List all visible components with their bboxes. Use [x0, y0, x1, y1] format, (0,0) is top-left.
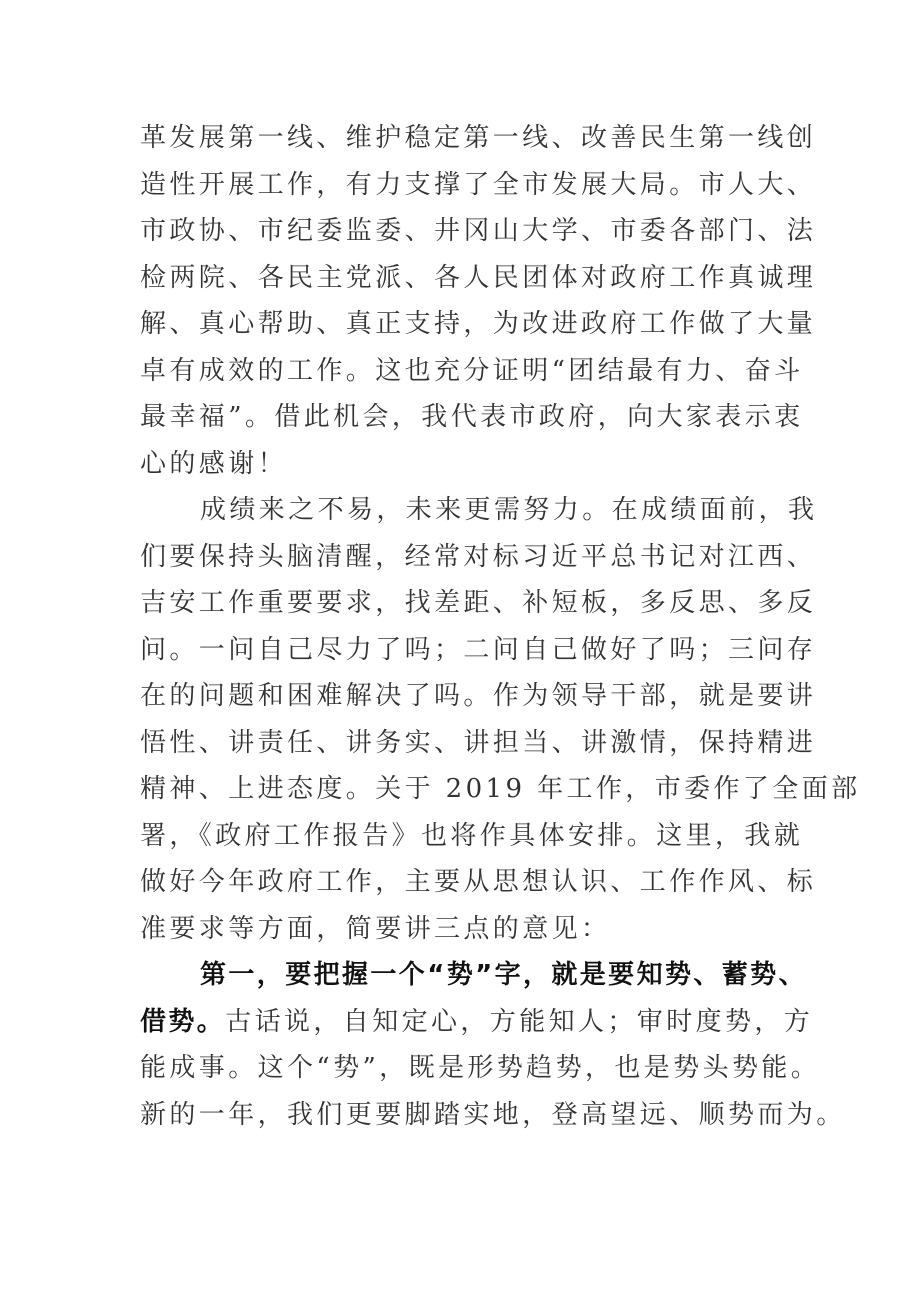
text-line: 署，《政府工作报告》也将作具体安排。这里，我就 — [140, 820, 804, 851]
text-line: 问。一问自己尽力了吗；二问自己做好了吗；三问存 — [140, 634, 817, 665]
text-line: 吉安工作重要要求，找差距、补短板，多反思、多反 — [140, 588, 817, 618]
text-line: 造性开展工作，有力支撑了全市发展大局。市人大、 — [140, 169, 817, 200]
text-line: 能成事。这个“势”，既是形势趋势，也是势头势能。 — [140, 1053, 821, 1083]
text-line — [140, 999, 814, 1046]
text-line: 准要求等方面，简要讲三点的意见： — [140, 913, 611, 944]
text-line: 精神、上进态度。关于 2019 年工作，市委作了全面部 — [140, 774, 861, 804]
paragraph-2 — [140, 487, 861, 952]
paragraph-1 — [140, 115, 817, 487]
text-line: 市政协、市纪委监委、井冈山大学、市委各部门、法 — [140, 216, 817, 246]
text-line: 检两院、各民主党派、各人民团体对政府工作真诚理 — [140, 262, 817, 293]
section-heading-end: 借势。 — [140, 1006, 226, 1037]
text-line: 最幸福”。借此机会，我代表市政府，向大家表示衷 — [140, 402, 804, 432]
paragraph-3 — [140, 952, 846, 1138]
text-line: 新的一年，我们更要脚踏实地，登高望远、顺势而为。 — [140, 1099, 846, 1130]
text-line-rest: 古话说，自知定心，方能知人；审时度势，方 — [225, 1006, 814, 1037]
text-line: 心的感谢！ — [140, 448, 288, 479]
text-line: 做好今年政府工作，主要从思想认识、工作作风、标 — [140, 867, 817, 897]
text-line: 们要保持头脑清醒，经常对标习近平总书记对江西、 — [140, 541, 817, 572]
text-line: 卓有成效的工作。这也充分证明“团结最有力、奋斗 — [140, 355, 804, 386]
text-line: 革发展第一线、维护稳定第一线、改善民生第一线创 — [140, 123, 817, 153]
text-line: 成绩来之不易，未来更需努力。在成绩面前，我 — [200, 495, 818, 525]
text-line: 解、真心帮助、真正支持，为改进政府工作做了大量 — [140, 309, 817, 339]
document-body — [140, 115, 861, 1138]
text-line: 在的问题和困难解决了吗。作为领导干部，就是要讲 — [140, 681, 817, 711]
section-heading: 第一，要把握一个“势”字，就是要知势、蓄势、 — [200, 960, 807, 990]
text-line: 悟性、讲责任、讲务实、讲担当、讲激情，保持精进 — [140, 727, 817, 758]
